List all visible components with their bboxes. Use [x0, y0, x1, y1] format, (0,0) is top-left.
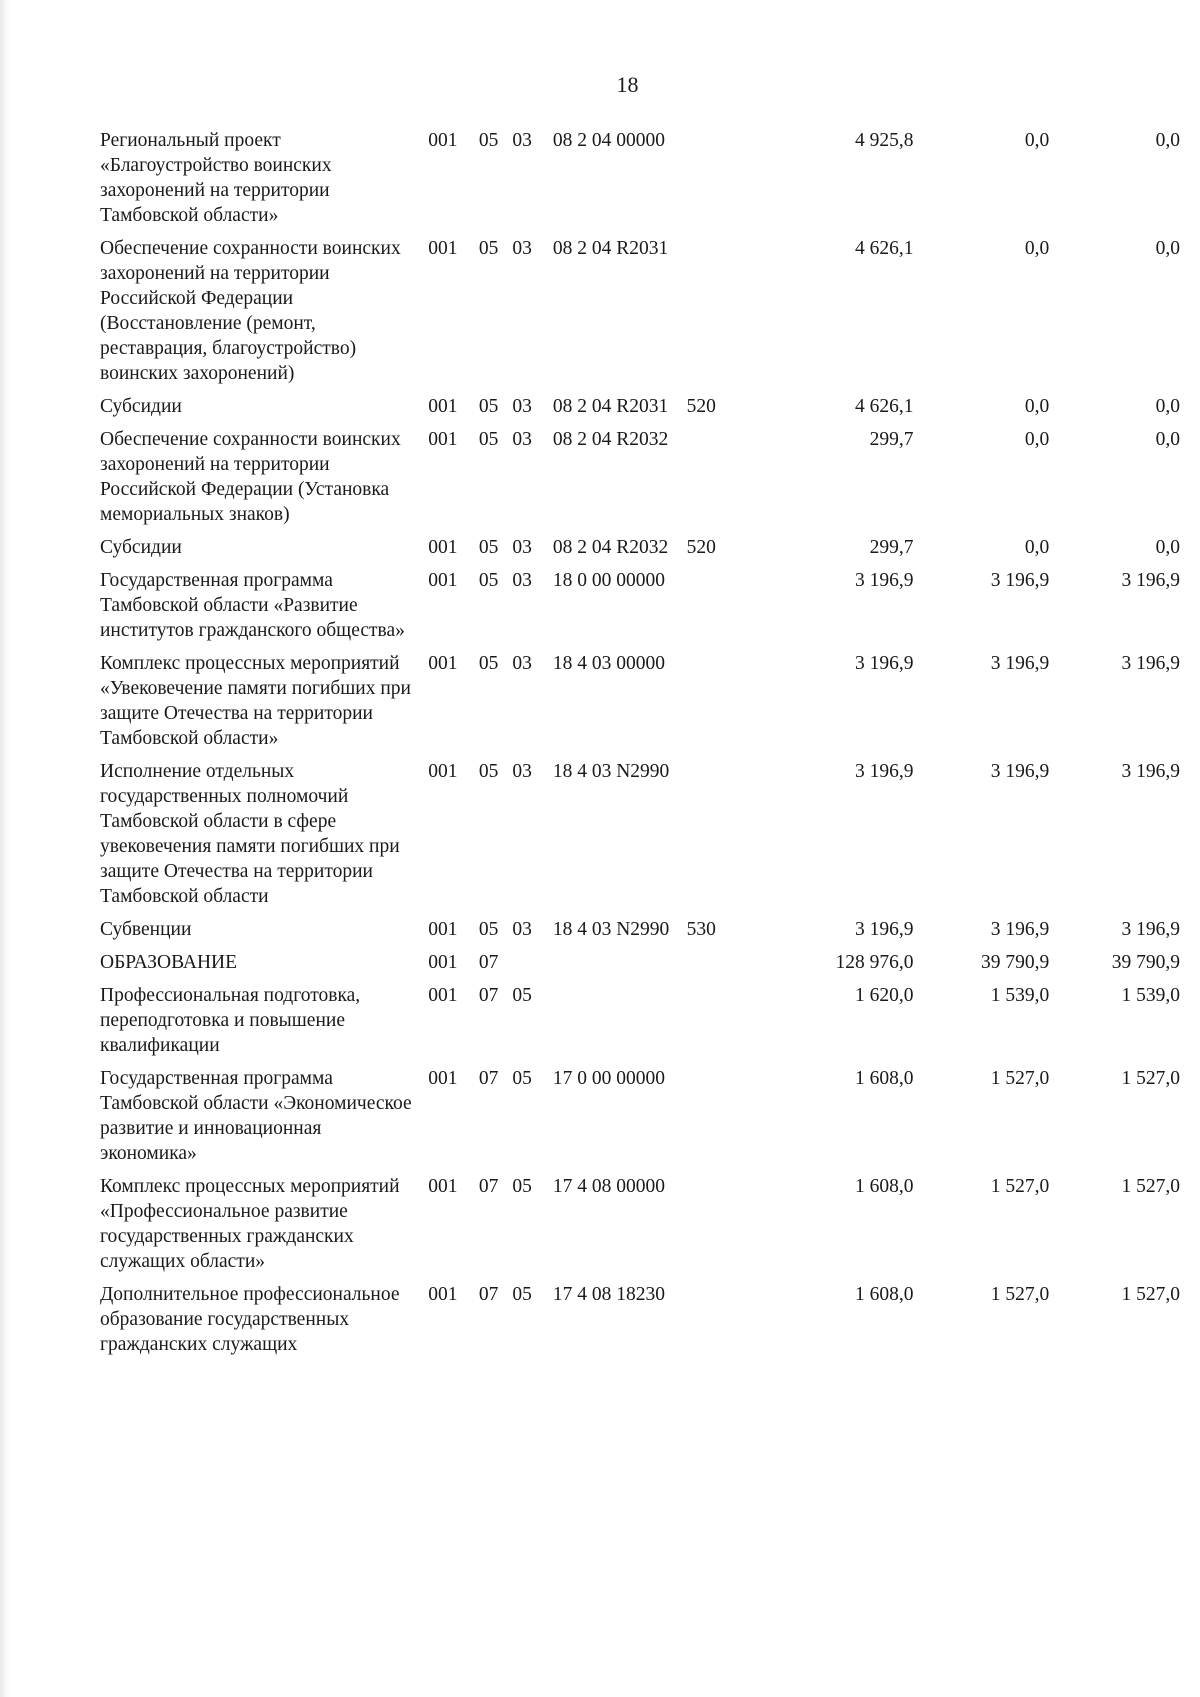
row-amount-year-1: 3 196,9: [854, 653, 914, 674]
row-name: ОБРАЗОВАНИЕ: [100, 952, 238, 973]
row-subsection-code: 03: [512, 653, 532, 674]
table-row: [100, 983, 1180, 1066]
row-subsection-code: 03: [512, 238, 532, 259]
row-section-code: 07: [478, 1284, 499, 1305]
row-amount-year-3: 0,0: [1155, 537, 1180, 558]
row-amount-year-1: 299,7: [869, 537, 914, 558]
row-amount-year-1: 4 626,1: [854, 238, 914, 259]
table-row: [100, 759, 1180, 917]
row-expense-type: [687, 1282, 742, 1365]
row-subsection-code: 03: [512, 919, 532, 940]
row-section-code: 05: [478, 537, 499, 558]
row-name: Комплекс процессных мероприятий «Профессиональное развитие государственных гражданских служащих области»: [100, 1176, 400, 1272]
row-expense-type: [687, 568, 742, 651]
row-amount-year-1: 4 626,1: [854, 396, 914, 417]
row-amount-year-2: 0,0: [1024, 537, 1050, 558]
row-subsection-code: 03: [512, 429, 532, 450]
row-expense-type: [687, 759, 742, 917]
row-section-code: 05: [478, 570, 499, 591]
table-row: [100, 535, 1180, 568]
table-row: [100, 917, 1180, 950]
row-subsection-code: 05: [512, 1176, 532, 1197]
row-amount-year-1: 4 925,8: [854, 130, 914, 151]
table-row: [100, 1174, 1180, 1282]
budget-table: [100, 128, 1180, 1365]
row-subsection-code: 05: [512, 1068, 532, 1089]
row-target-article: 17 4 08 18230: [552, 1284, 665, 1305]
row-amount-year-1: 1 620,0: [854, 985, 914, 1006]
row-subsection-code: 05: [512, 1284, 532, 1305]
row-grbs-code: 001: [428, 429, 458, 450]
row-amount-year-2: 0,0: [1024, 429, 1050, 450]
table-row: [100, 236, 1180, 394]
row-target-article: 08 2 04 R2031: [552, 238, 669, 259]
budget-table-body: [100, 128, 1180, 1365]
row-grbs-code: 001: [428, 952, 458, 973]
row-grbs-code: 001: [428, 396, 458, 417]
row-subsection-code: 03: [512, 761, 532, 782]
row-amount-year-3: 3 196,9: [1121, 919, 1180, 940]
row-expense-type: [687, 1066, 742, 1174]
row-amount-year-1: 1 608,0: [854, 1284, 914, 1305]
row-name: Комплекс процессных мероприятий «Увековечение памяти погибших при защите Отечества на территории Тамбовской области»: [100, 653, 411, 749]
row-amount-year-2: 3 196,9: [990, 570, 1050, 591]
row-section-code: 07: [478, 1068, 499, 1089]
row-name: Дополнительное профессиональное образование государственных гражданских служащих: [100, 1284, 400, 1355]
row-amount-year-1: 1 608,0: [854, 1068, 914, 1089]
row-target-article: 17 4 08 00000: [552, 1176, 665, 1197]
table-row: [100, 427, 1180, 535]
row-section-code: 05: [478, 761, 499, 782]
row-subsection-code: 03: [512, 537, 532, 558]
row-grbs-code: 001: [428, 761, 458, 782]
row-amount-year-3: 1 527,0: [1121, 1284, 1180, 1305]
row-grbs-code: 001: [428, 985, 458, 1006]
row-section-code: 05: [478, 396, 499, 417]
row-amount-year-2: 0,0: [1024, 130, 1050, 151]
row-amount-year-1: 299,7: [869, 429, 914, 450]
row-expense-type: 530: [686, 919, 716, 940]
row-target-article: [553, 950, 687, 983]
row-target-article: 08 2 04 R2031: [552, 396, 669, 417]
row-amount-year-3: 3 196,9: [1121, 653, 1180, 674]
row-subsection-code: 03: [512, 396, 532, 417]
row-amount-year-2: 1 527,0: [990, 1284, 1050, 1305]
row-amount-year-2: 1 527,0: [990, 1068, 1050, 1089]
row-expense-type: [687, 950, 742, 983]
row-name: Субвенции: [100, 919, 192, 940]
row-expense-type: [687, 236, 742, 394]
table-row: [100, 1066, 1180, 1174]
row-grbs-code: 001: [428, 653, 458, 674]
table-row: [100, 568, 1180, 651]
row-name: Региональный проект «Благоустройство воинских захоронений на территории Тамбовской области»: [100, 130, 332, 226]
row-amount-year-3: 0,0: [1155, 429, 1180, 450]
row-section-code: 05: [478, 429, 499, 450]
row-amount-year-1: 3 196,9: [854, 570, 914, 591]
row-amount-year-3: 3 196,9: [1121, 761, 1180, 782]
row-amount-year-2: 3 196,9: [990, 919, 1050, 940]
table-row: [100, 394, 1180, 427]
row-expense-type: 520: [686, 396, 716, 417]
row-subsection-code: 05: [512, 985, 532, 1006]
row-grbs-code: 001: [428, 919, 458, 940]
row-grbs-code: 001: [428, 1068, 458, 1089]
row-amount-year-2: 3 196,9: [990, 761, 1050, 782]
row-section-code: 05: [478, 653, 499, 674]
row-grbs-code: 001: [428, 570, 458, 591]
row-target-article: [553, 983, 687, 1066]
row-grbs-code: 001: [428, 238, 458, 259]
row-amount-year-2: 0,0: [1024, 238, 1050, 259]
row-target-article: 18 4 03 00000: [552, 653, 665, 674]
table-row: [100, 128, 1180, 236]
row-target-article: 08 2 04 00000: [552, 130, 665, 151]
row-amount-year-1: 128 976,0: [835, 952, 914, 973]
row-target-article: 18 0 00 00000: [552, 570, 665, 591]
row-name: Профессиональная подготовка, переподготовка и повышение квалификации: [100, 985, 361, 1056]
row-amount-year-3: 1 527,0: [1121, 1068, 1180, 1089]
row-grbs-code: 001: [428, 1284, 458, 1305]
row-subsection-code: 03: [512, 570, 532, 591]
row-name: Государственная программа Тамбовской области «Развитие институтов гражданского общества»: [100, 570, 405, 641]
row-amount-year-1: 3 196,9: [854, 761, 914, 782]
row-amount-year-3: 39 790,9: [1111, 952, 1180, 973]
row-expense-type: 520: [686, 537, 716, 558]
table-row: [100, 1282, 1180, 1365]
row-grbs-code: 001: [428, 537, 458, 558]
row-name: Обеспечение сохранности воинских захоронений на территории Российской Федерации (Установка мемориальных знаков): [100, 429, 401, 525]
row-amount-year-2: 39 790,9: [980, 952, 1050, 973]
row-subsection-code: [512, 950, 553, 983]
row-section-code: 07: [478, 985, 499, 1006]
row-section-code: 05: [478, 919, 499, 940]
row-name: Субсидии: [100, 537, 182, 558]
row-amount-year-3: 0,0: [1155, 238, 1180, 259]
row-target-article: 08 2 04 R2032: [552, 429, 669, 450]
row-amount-year-1: 1 608,0: [854, 1176, 914, 1197]
row-grbs-code: 001: [428, 130, 458, 151]
table-row: [100, 950, 1180, 983]
row-expense-type: [687, 128, 742, 236]
row-amount-year-2: 1 527,0: [990, 1176, 1050, 1197]
row-amount-year-1: 3 196,9: [854, 919, 914, 940]
row-expense-type: [687, 1174, 742, 1282]
row-expense-type: [687, 427, 742, 535]
row-name: Субсидии: [100, 396, 182, 417]
row-section-code: 05: [478, 238, 499, 259]
row-target-article: 18 4 03 N2990: [552, 919, 670, 940]
row-name: Обеспечение сохранности воинских захоронений на территории Российской Федерации (Восстановление (ремонт, реставрация, благоустройство) воинских захоронений): [100, 238, 401, 384]
row-amount-year-3: 1 539,0: [1121, 985, 1180, 1006]
row-amount-year-2: 3 196,9: [990, 653, 1050, 674]
table-row: [100, 651, 1180, 759]
row-grbs-code: 001: [428, 1176, 458, 1197]
row-expense-type: [687, 651, 742, 759]
row-amount-year-3: 0,0: [1155, 130, 1180, 151]
row-amount-year-2: 1 539,0: [990, 985, 1050, 1006]
row-amount-year-2: 0,0: [1024, 396, 1050, 417]
row-target-article: 18 4 03 N2990: [552, 761, 670, 782]
row-target-article: 08 2 04 R2032: [552, 537, 669, 558]
row-section-code: 07: [478, 952, 499, 973]
row-amount-year-3: 3 196,9: [1121, 570, 1180, 591]
row-name: Исполнение отдельных государственных полномочий Тамбовской области в сфере увековечения памяти погибших при защите Отечества на территории Тамбовской области: [100, 761, 400, 907]
row-subsection-code: 03: [512, 130, 532, 151]
row-amount-year-3: 1 527,0: [1121, 1176, 1180, 1197]
scan-edge-artifact: [0, 0, 10, 1697]
row-section-code: 07: [478, 1176, 499, 1197]
row-amount-year-3: 0,0: [1155, 396, 1180, 417]
row-expense-type: [687, 983, 742, 1066]
row-target-article: 17 0 00 00000: [552, 1068, 665, 1089]
row-section-code: 05: [478, 130, 499, 151]
row-name: Государственная программа Тамбовской области «Экономическое развитие и инновационная экономика»: [100, 1068, 412, 1164]
page-number: 18: [616, 72, 639, 97]
